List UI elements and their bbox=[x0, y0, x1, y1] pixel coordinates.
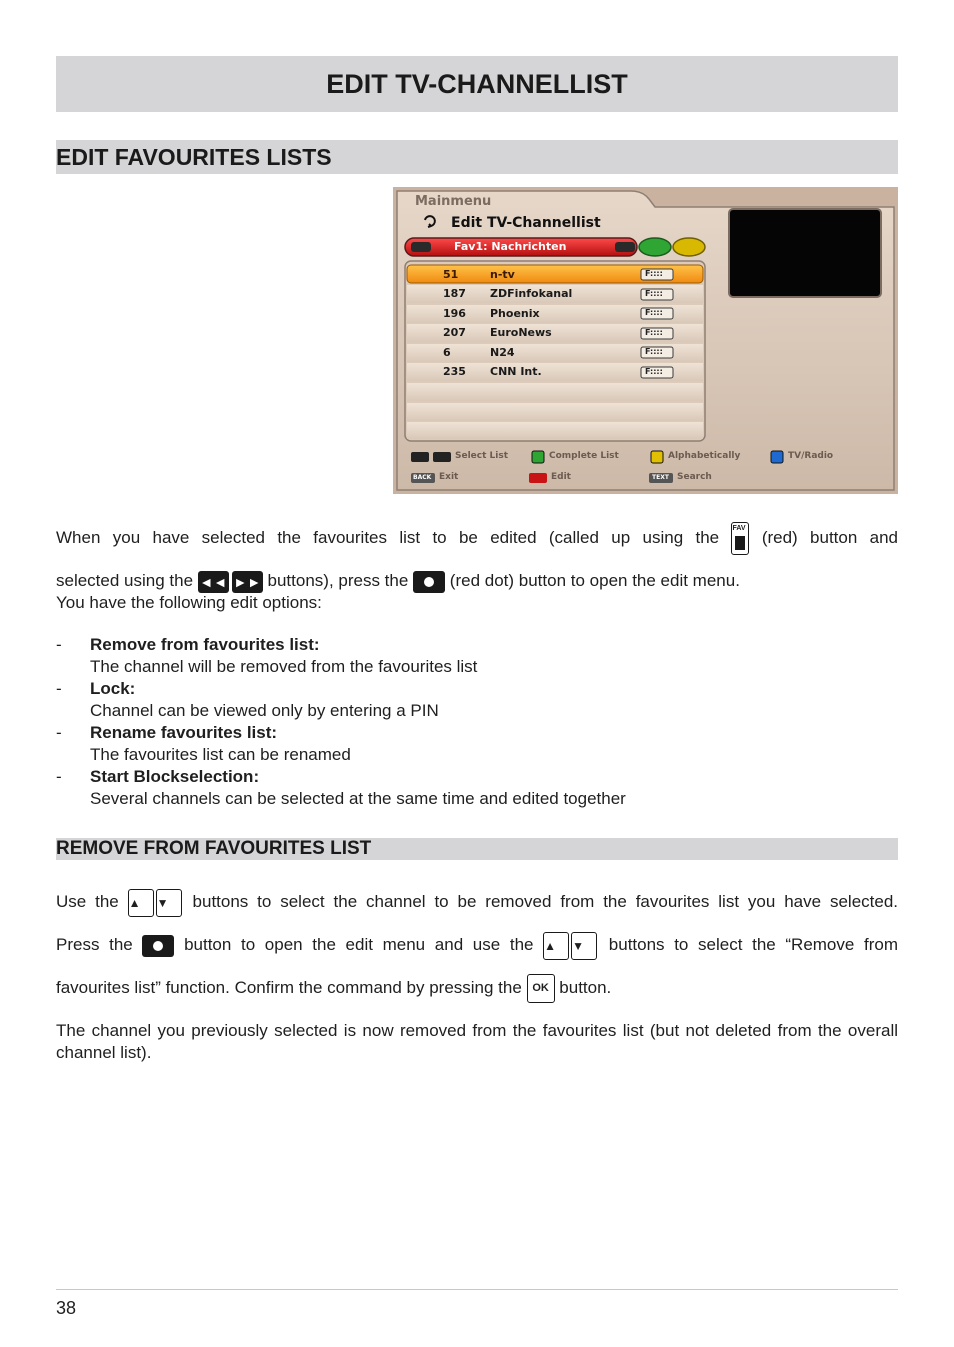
down-arrow-button-icon: ▼ bbox=[156, 889, 182, 917]
tv-menu-screenshot bbox=[393, 187, 898, 494]
tv-legend-complete-list: Complete List bbox=[549, 451, 619, 461]
tv-channel-num: 196 bbox=[443, 307, 466, 320]
tv-legend-select-list: Select List bbox=[455, 451, 509, 461]
option-title: Start Blockselection: bbox=[90, 767, 260, 786]
list-item bbox=[56, 766, 898, 810]
intro-text: (red) button and bbox=[761, 528, 899, 547]
ok-button-icon: OK bbox=[527, 974, 555, 1003]
remove-text: buttons to select the “Remove from bbox=[608, 935, 898, 954]
intro-line-1 bbox=[56, 518, 898, 558]
remove-text: button. bbox=[559, 978, 612, 997]
section-title: REMOVE FROM FAVOURITES LIST bbox=[56, 838, 372, 859]
tv-channel-num: 6 bbox=[443, 346, 451, 359]
right-arrow-button-icon: ►► bbox=[232, 571, 263, 593]
footer-divider bbox=[56, 1289, 898, 1290]
tv-legend-tv-radio: TV/Radio bbox=[788, 451, 834, 461]
remove-text: favourites list” function. Confirm the command by pressing the bbox=[56, 978, 522, 997]
tv-legend-edit: Edit bbox=[551, 472, 571, 482]
tv-submenu-title: Edit TV-Channellist bbox=[451, 215, 601, 231]
tv-text-key-label: TEXT bbox=[652, 474, 669, 481]
option-title: Lock: bbox=[90, 679, 136, 698]
option-description: The favourites list can be renamed bbox=[90, 745, 351, 764]
option-description: The channel will be removed from the favourites list bbox=[90, 657, 478, 676]
remove-text: Press the bbox=[56, 935, 133, 954]
list-dash: - bbox=[56, 679, 62, 698]
tv-channel-tag: F:::: bbox=[645, 328, 663, 337]
tv-channel-tag: F:::: bbox=[645, 269, 663, 278]
red-dot-button-icon bbox=[413, 571, 445, 593]
tv-channel-name: ZDFinfokanal bbox=[490, 287, 573, 300]
list-item bbox=[56, 722, 898, 766]
section-header-edit-favourites bbox=[56, 140, 898, 174]
tv-channel-tag: F:::: bbox=[645, 308, 663, 317]
intro-text: (red dot) button to open the edit menu. bbox=[449, 571, 740, 590]
remove-text: buttons to select the channel to be removed from the favourites list you have selected. bbox=[192, 892, 899, 911]
list-item bbox=[56, 678, 898, 722]
left-arrow-button-icon: ◄◄ bbox=[198, 571, 229, 593]
tv-list-name: Fav1: Nachrichten bbox=[454, 240, 567, 253]
tv-channel-num: 235 bbox=[443, 365, 466, 378]
tv-back-key-label: BACK bbox=[413, 474, 432, 481]
tv-channel-name: N24 bbox=[490, 346, 515, 359]
intro-text: When you have selected the favourites list to be edited (called up using the bbox=[56, 528, 720, 547]
tv-legend-alphabetically: Alphabetically bbox=[668, 451, 741, 461]
up-arrow-button-icon: ▲ bbox=[543, 932, 569, 960]
list-dash: - bbox=[56, 635, 62, 654]
remove-line-3 bbox=[56, 970, 898, 1006]
remove-text: button to open the edit menu and use the bbox=[184, 935, 534, 954]
section-title: EDIT FAVOURITES LISTS bbox=[56, 144, 332, 170]
section-header-remove bbox=[56, 838, 898, 860]
tv-channel-num: 51 bbox=[443, 268, 459, 281]
tv-channel-name: CNN Int. bbox=[490, 365, 542, 378]
remove-line-2 bbox=[56, 927, 898, 963]
list-dash: - bbox=[56, 723, 62, 742]
tv-mainmenu-label: Mainmenu bbox=[415, 194, 492, 209]
options-list bbox=[56, 634, 898, 810]
list-item bbox=[56, 634, 898, 678]
option-description: Channel can be viewed only by entering a PIN bbox=[90, 701, 439, 720]
page-number: 38 bbox=[56, 1298, 77, 1318]
page-title: EDIT TV-CHANNELLIST bbox=[326, 69, 628, 99]
page-header-banner bbox=[56, 56, 898, 112]
tv-legend-exit: Exit bbox=[439, 472, 459, 482]
remove-line-1 bbox=[56, 884, 898, 920]
up-arrow-button-icon: ▲ bbox=[128, 889, 154, 917]
tv-legend-search: Search bbox=[677, 472, 712, 482]
option-title: Remove from favourites list: bbox=[90, 635, 320, 654]
list-dash: - bbox=[56, 767, 62, 786]
down-arrow-button-icon: ▼ bbox=[571, 932, 597, 960]
red-dot-button-icon bbox=[142, 935, 174, 957]
option-description: Several channels can be selected at the same time and edited together bbox=[90, 789, 626, 808]
tv-channel-tag: F:::: bbox=[645, 367, 663, 376]
tv-channel-name: n-tv bbox=[490, 268, 515, 281]
tv-channel-tag: F:::: bbox=[645, 289, 663, 298]
remove-paragraph-2: The channel you previously selected is now removed from the favourites list (but not deleted from the overall channel list). bbox=[56, 1021, 898, 1062]
tv-channel-name: EuroNews bbox=[490, 326, 552, 339]
tv-menu-graphic bbox=[393, 187, 898, 494]
option-title: Rename favourites list: bbox=[90, 723, 278, 742]
intro-text: selected using the bbox=[56, 571, 194, 590]
remove-text: Use the bbox=[56, 892, 119, 911]
tv-channel-num: 187 bbox=[443, 287, 466, 300]
tv-channel-num: 207 bbox=[443, 326, 466, 339]
intro-line-3: You have the following edit options: bbox=[56, 593, 322, 612]
tv-channel-tag: F:::: bbox=[645, 347, 663, 356]
intro-text: buttons), press the bbox=[267, 571, 409, 590]
tv-channel-name: Phoenix bbox=[490, 307, 540, 320]
fav-button-icon: FAV bbox=[731, 522, 749, 555]
